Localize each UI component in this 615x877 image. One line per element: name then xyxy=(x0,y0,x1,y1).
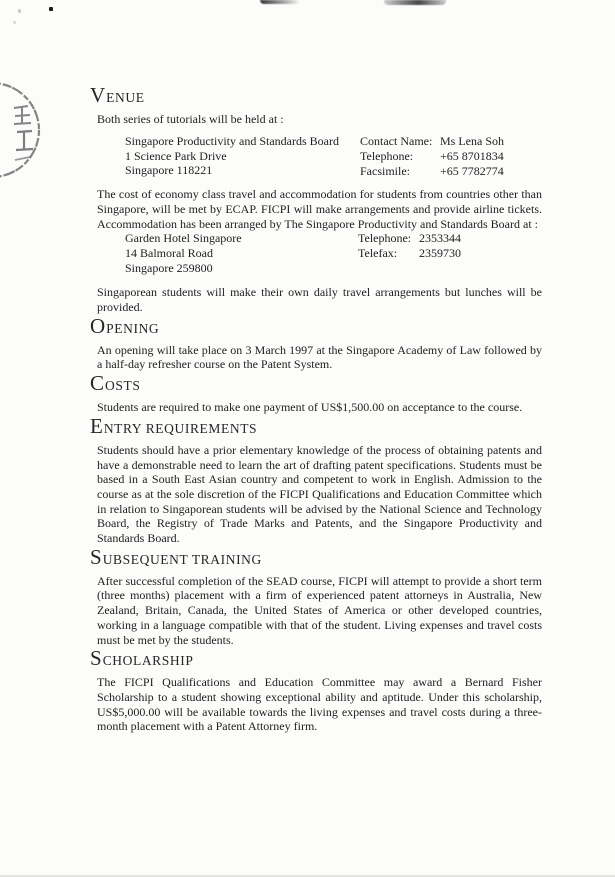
heading-initial: S xyxy=(90,544,103,569)
scan-smudge xyxy=(384,0,446,5)
heading-text: NTRY REQUIREMENTS xyxy=(103,420,258,436)
section-heading-opening xyxy=(90,315,542,340)
section-opening xyxy=(90,313,542,372)
venue-address-block-1 xyxy=(97,134,542,178)
section-venue xyxy=(90,83,542,315)
contact-row xyxy=(360,134,504,149)
section-costs xyxy=(90,371,542,415)
address-line: 1 Science Park Drive xyxy=(125,148,227,163)
address-line: Garden Hotel Singapore xyxy=(125,231,242,246)
contact-label: Telefax: xyxy=(358,246,398,261)
scan-dot xyxy=(49,7,53,11)
stamp-mark xyxy=(0,76,46,188)
venue-paragraph-travel: The cost of economy class travel and accommodation for students from countries other than Singapore, will be met by ECAP. FICPI will make arrangements and provide airline tickets. Accommodation has been arranged by The Singapore Productivity and Standards Board at : xyxy=(97,187,542,231)
costs-paragraph: Students are required to make one payment of US$1,500.00 on acceptance to the course. xyxy=(97,400,523,415)
address-line: 14 Balmoral Road xyxy=(125,245,213,260)
opening-paragraph: An opening will take place on 3 March 1997 at the Singapore Academy of Law followed by a half-day refresher course on the Patent System. xyxy=(97,342,542,372)
contact-label: Contact Name: xyxy=(360,134,433,148)
scan-smudge xyxy=(260,0,300,4)
contact-value: 2353344 xyxy=(419,231,461,246)
venue-address-block-2 xyxy=(97,231,542,275)
heading-text: OSTS xyxy=(105,378,141,394)
heading-text: PENING xyxy=(106,320,160,336)
scholarship-paragraph: The FICPI Qualifications and Education Committee may award a Bernard Fisher Scholarship to a student showing exceptional ability and aptitude. Under this scholarship, US$5,000.00 will be available towards the living expenses and travel costs during a three-month placement with a Patent Attorney firm. xyxy=(97,675,542,734)
heading-initial: V xyxy=(90,83,107,107)
section-heading-scholarship xyxy=(90,647,542,672)
contact-value: 2359730 xyxy=(419,246,461,261)
section-subsequent-training xyxy=(90,544,542,648)
section-heading-costs xyxy=(90,372,542,397)
heading-text: UBSEQUENT TRAINING xyxy=(102,551,262,567)
scan-dot xyxy=(13,21,16,24)
address-line: Singapore 259800 xyxy=(125,260,213,275)
contact-label: Facsimile: xyxy=(360,164,410,178)
address-line: Singapore 118221 xyxy=(125,163,213,178)
contact-label: Telephone: xyxy=(358,231,412,246)
section-heading-subsequent-training xyxy=(90,546,542,571)
contact-row xyxy=(360,164,504,179)
section-entry-requirements xyxy=(90,413,542,546)
heading-text: ENUE xyxy=(106,90,145,105)
contact-label: Telephone: xyxy=(360,149,414,163)
heading-text: CHOLARSHIP xyxy=(102,653,194,669)
venue-paragraph-lunches: Singaporean students will make their own daily travel arrangements but lunches will be provided. xyxy=(97,285,542,315)
contact-row xyxy=(358,231,461,246)
heading-initial: C xyxy=(90,371,106,396)
venue-intro-line: Both series of tutorials will be held at : xyxy=(97,112,284,126)
contact-value: Ms Lena Soh xyxy=(440,134,504,148)
contact-value: +65 8701834 xyxy=(440,149,504,163)
contact-value: +65 7782774 xyxy=(440,164,504,178)
section-scholarship xyxy=(90,646,542,734)
section-heading-venue xyxy=(90,84,542,109)
contact-row xyxy=(360,149,504,164)
heading-initial: O xyxy=(90,313,107,338)
section-heading-entry-requirements xyxy=(90,415,542,440)
contact-row xyxy=(358,246,461,261)
venue-address-2 xyxy=(125,231,542,275)
hotel-contact-block xyxy=(358,231,461,261)
entry-requirements-paragraph: Students should have a prior elementary knowledge of the process of obtaining patents and have a demonstrable need to learn the art of drafting patent specifications. Students must be based in a South East Asian country and competent to work in English. Admission to the course as at the sole discretion of the FICPI Qualifications and Education Committee which in relation to Singaporean students will be advised by the National Science and Technology Board, the Registry of Trade Marks and Patents, and the Singapore Productivity and Standards Board. xyxy=(97,442,542,546)
subsequent-training-paragraph: After successful completion of the SEAD course, FICPI will attempt to provide a short term (three months) placement with a firm of experienced patent attorneys in Australia, New Zealand, Britain, Canada, the United States of America or other developed countries, working in a language compatible with that of the student. Living expenses and travel costs must be met by the students. xyxy=(97,573,542,647)
venue-contact-block xyxy=(360,134,504,179)
scan-dot xyxy=(18,9,21,13)
address-line: Singapore Productivity and Standards Board xyxy=(125,134,339,148)
heading-initial: S xyxy=(90,646,103,671)
heading-initial: E xyxy=(90,413,104,438)
